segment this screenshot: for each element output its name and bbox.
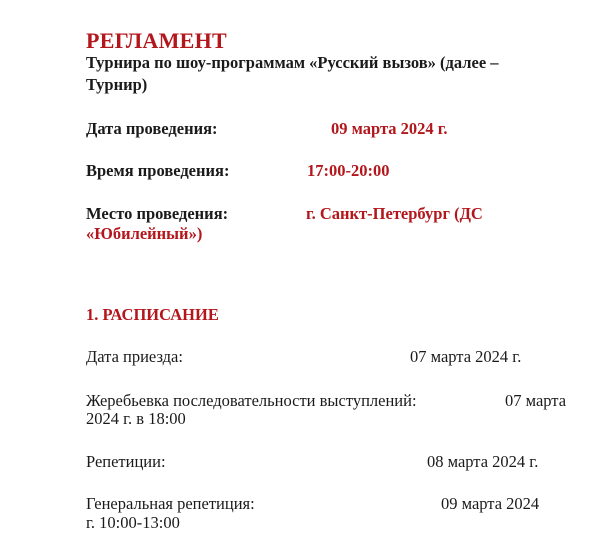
schedule-label-rehearsals: Репетиции: bbox=[86, 452, 166, 471]
schedule-label-dress-rehearsal: Генеральная репетиция: bbox=[86, 494, 255, 513]
place-label: Место проведения: bbox=[86, 204, 229, 223]
schedule-label-draw: Жеребьевка последовательности выступлений: bbox=[86, 391, 417, 410]
document-subtitle-line2: Турнир) bbox=[86, 75, 148, 94]
section-heading: 1. РАСПИСАНИЕ bbox=[86, 305, 219, 324]
date-value: 09 марта 2024 г. bbox=[331, 119, 448, 138]
schedule-value-dress-rehearsal-cont: г. 10:00-13:00 bbox=[86, 513, 180, 532]
schedule-value-draw: 07 марта bbox=[505, 391, 567, 410]
schedule-value-rehearsals: 08 марта 2024 г. bbox=[427, 452, 539, 471]
place-value-line1: г. Санкт-Петербург (ДС bbox=[306, 204, 483, 223]
schedule-value-dress-rehearsal: 09 марта 2024 bbox=[441, 494, 540, 513]
document-subtitle-line1: Турнира по шоу-программам «Русский вызов» (далее – bbox=[86, 53, 499, 72]
schedule-label-arrival: Дата приезда: bbox=[86, 347, 183, 366]
place-value-line2: «Юбилейный») bbox=[86, 224, 203, 243]
schedule-value-arrival: 07 марта 2024 г. bbox=[410, 347, 522, 366]
date-label: Дата проведения: bbox=[86, 119, 218, 138]
schedule-value-draw-cont: 2024 г. в 18:00 bbox=[86, 409, 186, 428]
time-value: 17:00-20:00 bbox=[307, 161, 390, 180]
time-label: Время проведения: bbox=[86, 161, 230, 180]
document-title: РЕГЛАМЕНТ bbox=[86, 28, 227, 53]
